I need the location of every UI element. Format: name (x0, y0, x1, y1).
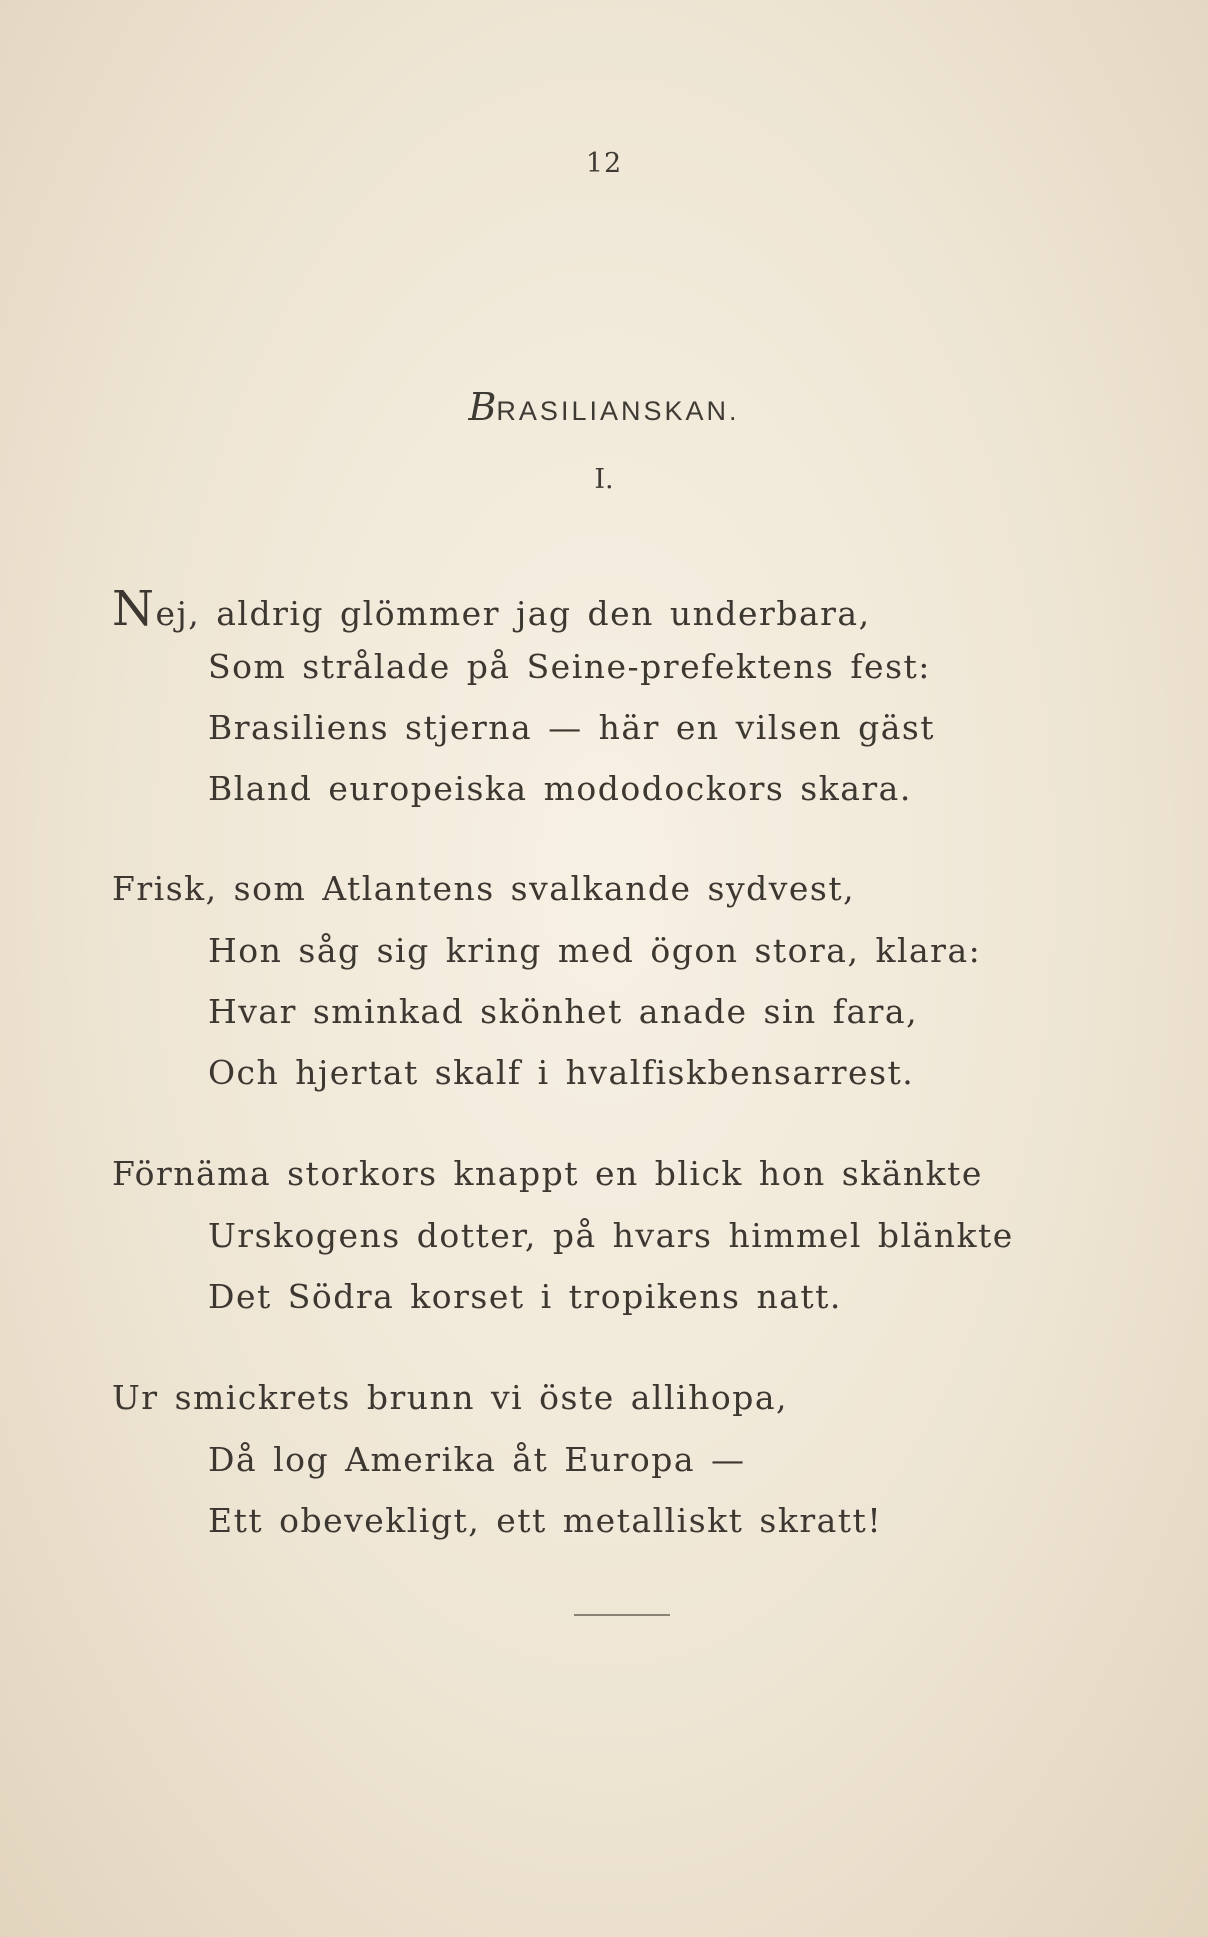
stanza1-line3: Brasiliens stjerna — här en vilsen gäst (208, 708, 936, 747)
stanza4-line1: Ur smickrets brunn vi öste allihopa, (112, 1378, 788, 1417)
drop-cap: N (112, 581, 156, 637)
page-number: 12 (585, 148, 623, 179)
title-rest: RASILIANSKAN. (496, 396, 740, 426)
stanza2-line4: Och hjertat skalf i hvalfiskbensarrest. (208, 1053, 915, 1092)
stanza1-line4: Bland europeiska mododockors skara. (208, 769, 912, 808)
stanza3-line1: Förnäma storkors knappt en blick hon skänkte (112, 1154, 983, 1193)
section-number: I. (594, 464, 614, 495)
end-rule (574, 1614, 670, 1616)
poem-title (0, 385, 1208, 429)
stanza2-line3: Hvar sminkad skönhet anade sin fara, (208, 992, 919, 1031)
title-initial: B (468, 385, 497, 429)
stanza2-line2: Hon såg sig kring med ögon stora, klara: (208, 931, 982, 970)
stanza4-line2: Då log Amerika åt Europa — (208, 1440, 746, 1479)
stanza2-line1: Frisk, som Atlantens svalkande sydvest, (112, 869, 856, 908)
stanza1-line2: Som strålade på Seine-prefektens fest: (208, 647, 931, 686)
stanza3-line2: Urskogens dotter, på hvars himmel blänkte (208, 1216, 1014, 1255)
stanza3-line3: Det Södra korset i tropikens natt. (208, 1277, 842, 1316)
stanza1-line1 (112, 581, 871, 637)
stanza1-line1-text: ej, aldrig glömmer jag den underbara, (155, 594, 871, 633)
stanza4-line3: Ett obevekligt, ett metalliskt skratt! (208, 1501, 883, 1540)
